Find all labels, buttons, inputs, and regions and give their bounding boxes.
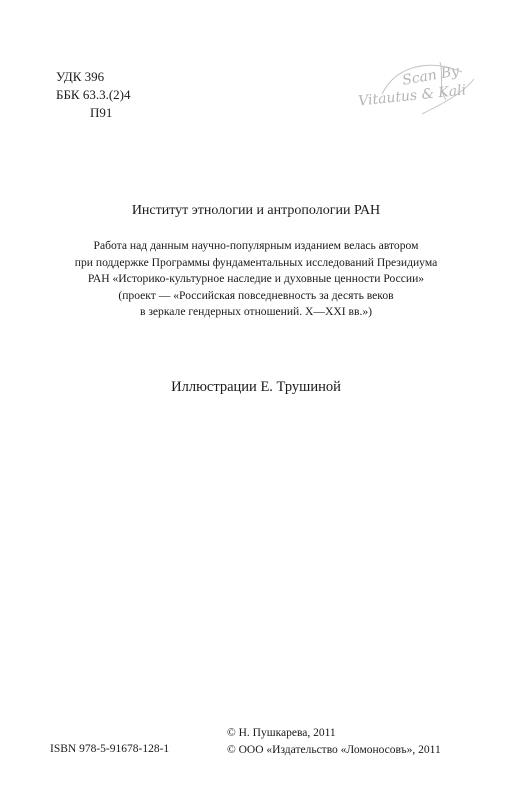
author-code: П91 [90, 105, 113, 120]
support-line: при поддержке Программы фундаментальных исследований Президиума [74, 255, 438, 269]
copyright-publisher: © ООО «Издательство «Ломоносовъ», 2011 [227, 744, 441, 756]
isbn: ISBN 978-5-91678-128-1 [50, 743, 170, 755]
bbk-code: ББК 63.3.(2)4 [56, 87, 131, 102]
institute-name: Институт этнологии и антропологии РАН [131, 203, 381, 218]
support-line: (проект — «Российская повседневность за десять веков [118, 288, 394, 302]
udk-code: УДК 396 [56, 69, 105, 84]
support-note [40, 238, 472, 321]
watermark-line-1: Scan By [401, 63, 461, 89]
classification-codes [56, 68, 131, 122]
copyright-block [227, 725, 441, 759]
scan-watermark [352, 54, 482, 120]
support-line: в зеркале гендерных отношений. X—XXI вв.») [139, 305, 373, 318]
watermark-line-2: Vitautus & Kali [357, 82, 467, 110]
support-line: РАН «Историко-культурное наследие и духовные ценности России» [87, 272, 425, 285]
copyright-author: © Н. Пушкарева, 2011 [227, 727, 336, 739]
illustrations-credit: Иллюстрации Е. Трушиной [171, 379, 341, 395]
support-line: Работа над данным научно-популярным изданием велась автором [93, 239, 419, 252]
